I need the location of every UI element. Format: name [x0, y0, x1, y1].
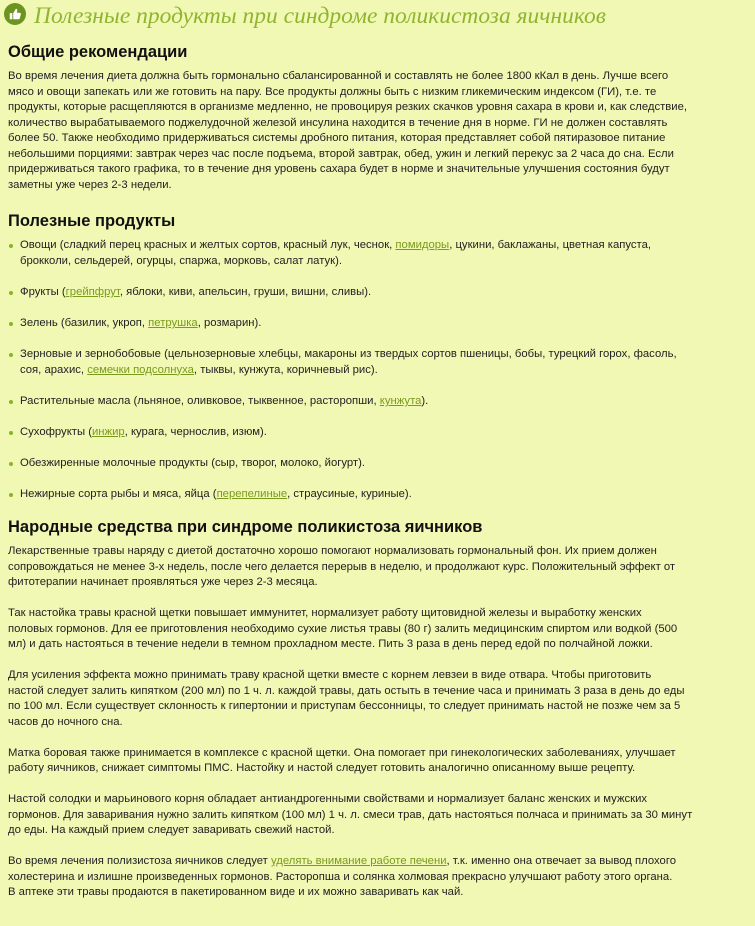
text-line: Во время лечения диета должна быть гормонально сбалансированной и составлять не более 1800 кКал в день. Лучше всего	[8, 70, 669, 82]
list-item: Обезжиренные молочные продукты (сыр, творог, молоко, йогурт).	[8, 456, 748, 487]
text-line: мясо и овощи запекать или же готовить на пару. Все продукты должны быть с низким гликемическим индексом (ГИ), т.е. те	[8, 85, 657, 98]
bullet-icon	[9, 291, 13, 295]
list-item: Растительные масла (льняное, оливковое, тыквенное, расторопши, кунжута).	[8, 394, 748, 425]
link-sunflower-seeds[interactable]: семечки подсолнуха	[87, 363, 194, 376]
page-title: Полезные продукты при синдроме поликистоза яичников	[34, 3, 606, 29]
link-quail[interactable]: перепелиные	[216, 488, 288, 500]
folk-paragraph-4: Матка боровая также принимается в комплексе с красной щетки. Она помогает при гинекологических заболеваниях, улучшает работу яичников, снижает симптомы ПМС. Настойку и настой следует готовить аналогично описанному выше рецепту.	[8, 746, 676, 774]
link-fig[interactable]: инжир	[91, 426, 125, 438]
bullet-icon	[9, 493, 13, 497]
text-line: продукты, которые расщепляются в организме медленно, не провоцируя резких скачков уровня сахара в крови и, как следствие,	[8, 101, 688, 113]
thumbs-up-icon	[4, 3, 26, 25]
bullet-icon	[9, 431, 13, 435]
folk-paragraph-6: Во время лечения полизистоза яичников следует уделять внимание работе печени, т.к. именно она отвечает за вывод плохого холестерина и излишне произведенных гормонов. Расторопша и солянка холмовая прекрасно улучшают работу этого органа. В аптеке эти травы продаются в пакетированном виде и их можно заваривать как чай.	[8, 855, 676, 898]
general-section	[8, 42, 748, 193]
list-item: Фрукты (грейпфрут, яблоки, киви, апельсин, груши, вишни, сливы).	[8, 285, 748, 316]
title-row	[0, 0, 755, 30]
text-line: количество вырабатываемого поджелудочной железой инсулина находится в течение дня в норме. ГИ не должен составлять	[8, 116, 668, 129]
bullet-icon	[9, 322, 13, 326]
list-item: Зелень (базилик, укроп, петрушка, розмарин).	[8, 316, 748, 347]
bullet-icon	[9, 353, 13, 357]
folk-paragraph-2: Так настойка травы красной щетки повышает иммунитет, нормализует работу щитовидной железы и выработку женских половых гормонов. Для ее приготовления необходимо сухие листья травы (80 г) залить медицинским спиртом или водкой (500 мл) и дать настояться в течение недели в темном прохладном месте. Пить 3 раза в день перед едой по полчайной ложки.	[8, 607, 678, 650]
link-liver[interactable]: уделять внимание работе печени	[270, 855, 447, 867]
link-grapefruit[interactable]: грейпфрут	[65, 286, 120, 298]
folk-paragraph-5: Настой солодки и марьинового корня обладает антиандрогенными свойствами и нормализует баланс женских и мужских гормонов. Для заваривания нужно залить кипятком (100 мл) 1 ч. л. смеси трав, дать настояться полчаса и принимать за 30 минут до еды. На каждый прием следует заваривать свежий настой.	[8, 793, 693, 836]
list-item: Зерновые и зернобобовые (цельнозерновые хлебцы, макароны из твердых сортов пшеницы, бобы, турецкий горох, фасоль, соя, арахис, семечки подсолнуха, тыквы, кунжута, коричневый рис).	[8, 347, 748, 394]
general-heading: Общие рекомендации	[8, 43, 188, 61]
link-tomatoes[interactable]: помидоры	[395, 239, 450, 251]
bullet-icon	[9, 462, 13, 466]
general-paragraph	[8, 69, 748, 193]
list-item: Нежирные сорта рыбы и мяса, яйца (перепелиные, страусиные, куриные).	[8, 487, 748, 518]
link-sesame[interactable]: кунжута	[379, 395, 422, 407]
text-line: более 50. Также необходимо придерживаться системы дробного питания, которая представляет собой пятиразовое питание	[8, 132, 666, 144]
products-section	[8, 211, 748, 518]
folk-heading: Народные средства при синдроме поликистоза яичников	[8, 518, 483, 536]
list-item: Овощи (сладкий перец красных и желтых сортов, красный лук, чеснок, помидоры, цукини, баклажаны, цветная капуста, брокколи, сельдерей, огурцы, спаржа, морковь, салат латук).	[8, 238, 748, 285]
list-item: Сухофрукты (инжир, курага, чернослив, изюм).	[8, 425, 748, 456]
text-line: заметны уже через 2-3 недели.	[8, 178, 172, 191]
bullet-icon	[9, 400, 13, 404]
text-line: придерживаться такого графика, то в течение дня уровень сахара будет в норме и значительные улучшения состояния будут	[8, 163, 670, 175]
link-parsley[interactable]: петрушка	[148, 317, 198, 329]
products-list	[8, 238, 748, 518]
folk-section	[8, 517, 748, 901]
products-heading: Полезные продукты	[8, 212, 176, 230]
folk-paragraph-1: Лекарственные травы наряду с диетой достаточно хорошо помогают нормализовать гормональный фон. Их прием должен сопровождаться не менее 3-х недель, после чего делается перерыв в неделю, и продолжают курс. Положительный эффект от фитотерапии начинает проявляться уже через 2-3 месяца.	[8, 545, 676, 588]
bullet-icon	[9, 244, 13, 248]
text-line: небольшими порциями: завтрак через час после подъема, второй завтрак, обед, ужин и легкий перекус за 2 часа до сна. Если	[8, 147, 674, 160]
folk-paragraph-3: Для усиления эффекта можно принимать траву красной щетки вместе с корнем левзеи в виде отвара. Чтобы приготовить настой следует залить кипятком (200 мл) по 1 ч. л. каждой травы, дать остыть в течение часа и принимать 3 раза в день до еды по 100 мл. Если существует склонность к гипертонии и приступам бессонницы, то следует принимать настой не позже чем за 5 часов до ночного сна.	[8, 669, 685, 728]
